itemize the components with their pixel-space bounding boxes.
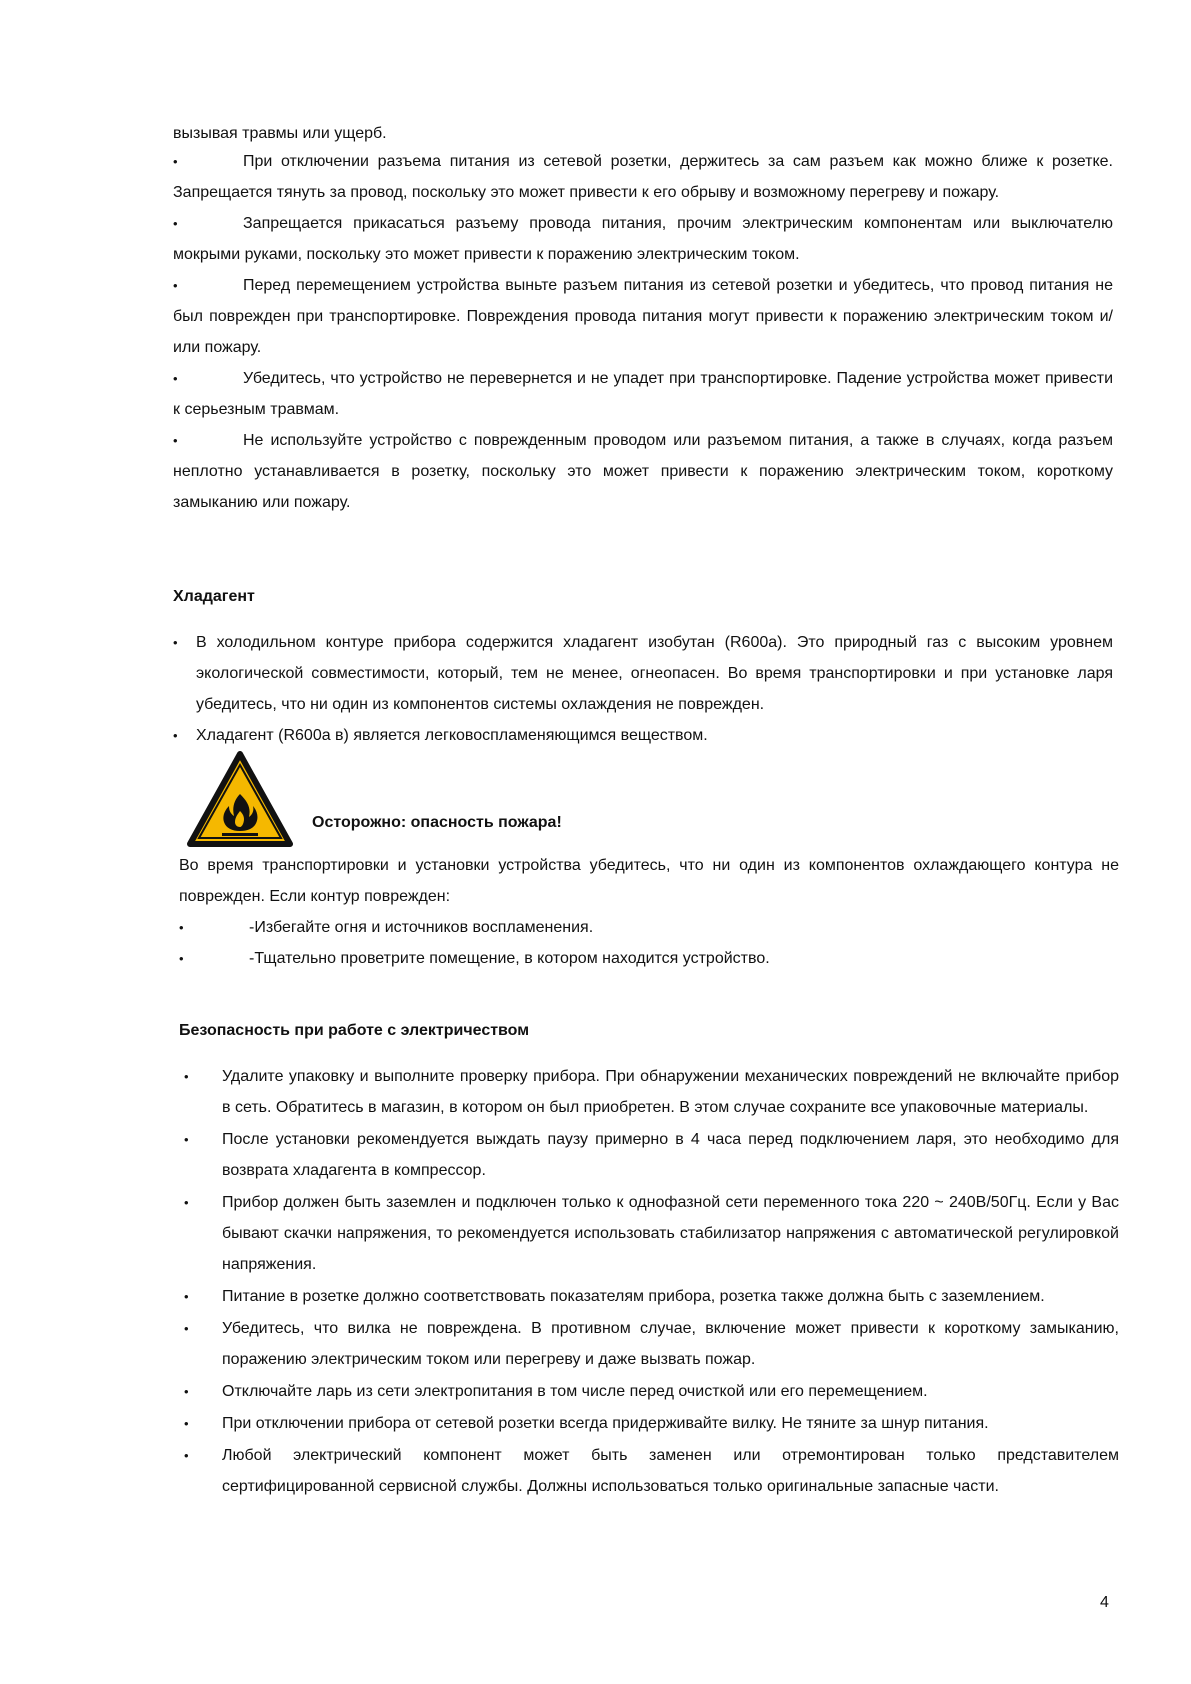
list-item: • Не используйте устройство с поврежденным проводом или разъемом питания, а также в случаях, когда разъем неплотно устанавливается в розетку, поскольку это может привести к поражению электрическим током, короткому замыканию или пожару. xyxy=(173,425,1113,518)
list-item: • При отключении разъема питания из сетевой розетки, держитесь за сам разъем как можно ближе к розетке. Запрещается тянуть за провод, поскольку это может привести к его обрыву и возможному перегреву и пожару. xyxy=(173,146,1113,208)
bullet-icon: • xyxy=(173,216,178,231)
bullet-icon: • xyxy=(173,728,178,743)
intro-list xyxy=(173,146,1113,518)
bullet-icon: • xyxy=(173,433,178,448)
bullet-icon: • xyxy=(179,951,184,966)
bullet-icon: • xyxy=(184,1195,189,1210)
electrical-list xyxy=(179,1061,1119,1503)
bullet-icon: • xyxy=(173,278,178,293)
bullet-icon: • xyxy=(184,1289,189,1304)
list-item: • Убедитесь, что устройство не перевернется и не упадет при транспортировке. Падение устройства может привести к серьезным травмам. xyxy=(173,363,1113,425)
bullet-icon: • xyxy=(184,1069,189,1084)
list-item: • Питание в розетке должно соответствовать показателям прибора, розетка также должна быть с заземлением. xyxy=(179,1281,1119,1312)
list-item: • Перед перемещением устройства выньте разъем питания из сетевой розетки и убедитесь, что провод питания не был поврежден при транспортировке. Повреждения провода питания могут привести к поражению электрическим током и/или пожару. xyxy=(173,270,1113,363)
fire-warning-title: Осторожно: опасность пожара! xyxy=(312,814,562,831)
list-item: • В холодильном контуре прибора содержится хладагент изобутан (R600a). Это природный газ с высоким уровнем экологической совместимости, который, тем не менее, огнеопасен. Во время транспортировки и при установке ларя убедитесь, что ни один из компонентов системы охлаждения не поврежден. xyxy=(173,627,1113,720)
list-item: • -Избегайте огня и источников воспламенения. xyxy=(179,912,1119,943)
bullet-icon: • xyxy=(184,1384,189,1399)
bullet-icon: • xyxy=(173,635,178,650)
refrigerant-list xyxy=(173,627,1113,751)
electrical-safety-heading: Безопасность при работе с электричеством xyxy=(179,1022,530,1039)
list-item: • Запрещается прикасаться разъему провода питания, прочим электрическим компонентам или выключателю мокрыми руками, поскольку это может привести к поражению электрическим током. xyxy=(173,208,1113,270)
list-item: • При отключении прибора от сетевой розетки всегда придерживайте вилку. Не тяните за шнур питания. xyxy=(179,1408,1119,1439)
list-item: • Отключайте ларь из сети электропитания в том числе перед очисткой или его перемещением. xyxy=(179,1376,1119,1407)
bullet-icon: • xyxy=(173,154,178,169)
list-item: • Прибор должен быть заземлен и подключен только к однофазной сети переменного тока 220 ~ 240В/50Гц. Если у Вас бывают скачки напряжения, то рекомендуется использовать стабилизатор напряжения с автоматической регулировкой напряжения. xyxy=(179,1187,1119,1280)
list-item: • После установки рекомендуется выждать паузу примерно в 4 часа перед подключением ларя, это необходимо для возврата хладагента в компрессор. xyxy=(179,1124,1119,1186)
bullet-icon: • xyxy=(184,1416,189,1431)
list-item: • Удалите упаковку и выполните проверку прибора. При обнаружении механических повреждений не включайте прибор в сеть. Обратитесь в магазин, в котором он был приобретен. В этом случае сохраните все упаковочные материалы. xyxy=(179,1061,1119,1123)
bullet-icon: • xyxy=(184,1321,189,1336)
bullet-icon: • xyxy=(173,371,178,386)
warning-text: Во время транспортировки и установки устройства убедитесь, что ни один из компонентов охлаждающего контура не поврежден. Если контур поврежден: xyxy=(179,857,1119,905)
bullet-icon: • xyxy=(184,1132,189,1147)
bullet-icon: • xyxy=(179,920,184,935)
warning-list xyxy=(179,912,1119,974)
bullet-icon: • xyxy=(184,1448,189,1463)
continuation-text: вызывая травмы или ущерб. xyxy=(173,125,387,142)
refrigerant-heading: Хладагент xyxy=(173,588,255,605)
list-item: • Хладагент (R600a в) является легковоспламеняющимся веществом. xyxy=(173,720,1113,751)
page-number: 4 xyxy=(1100,1594,1109,1611)
list-item: • -Тщательно проветрите помещение, в котором находится устройство. xyxy=(179,943,1119,974)
list-item: • Убедитесь, что вилка не повреждена. В противном случае, включение может привести к короткому замыканию, поражению электрическим током или перегреву и даже вызвать пожар. xyxy=(179,1313,1119,1375)
list-item: • Любой электрический компонент может быть заменен или отремонтирован только представителем сертифицированной сервисной службы. Должны использоваться только оригинальные запасные части. xyxy=(179,1440,1119,1502)
flammable-warning-icon xyxy=(187,751,293,847)
